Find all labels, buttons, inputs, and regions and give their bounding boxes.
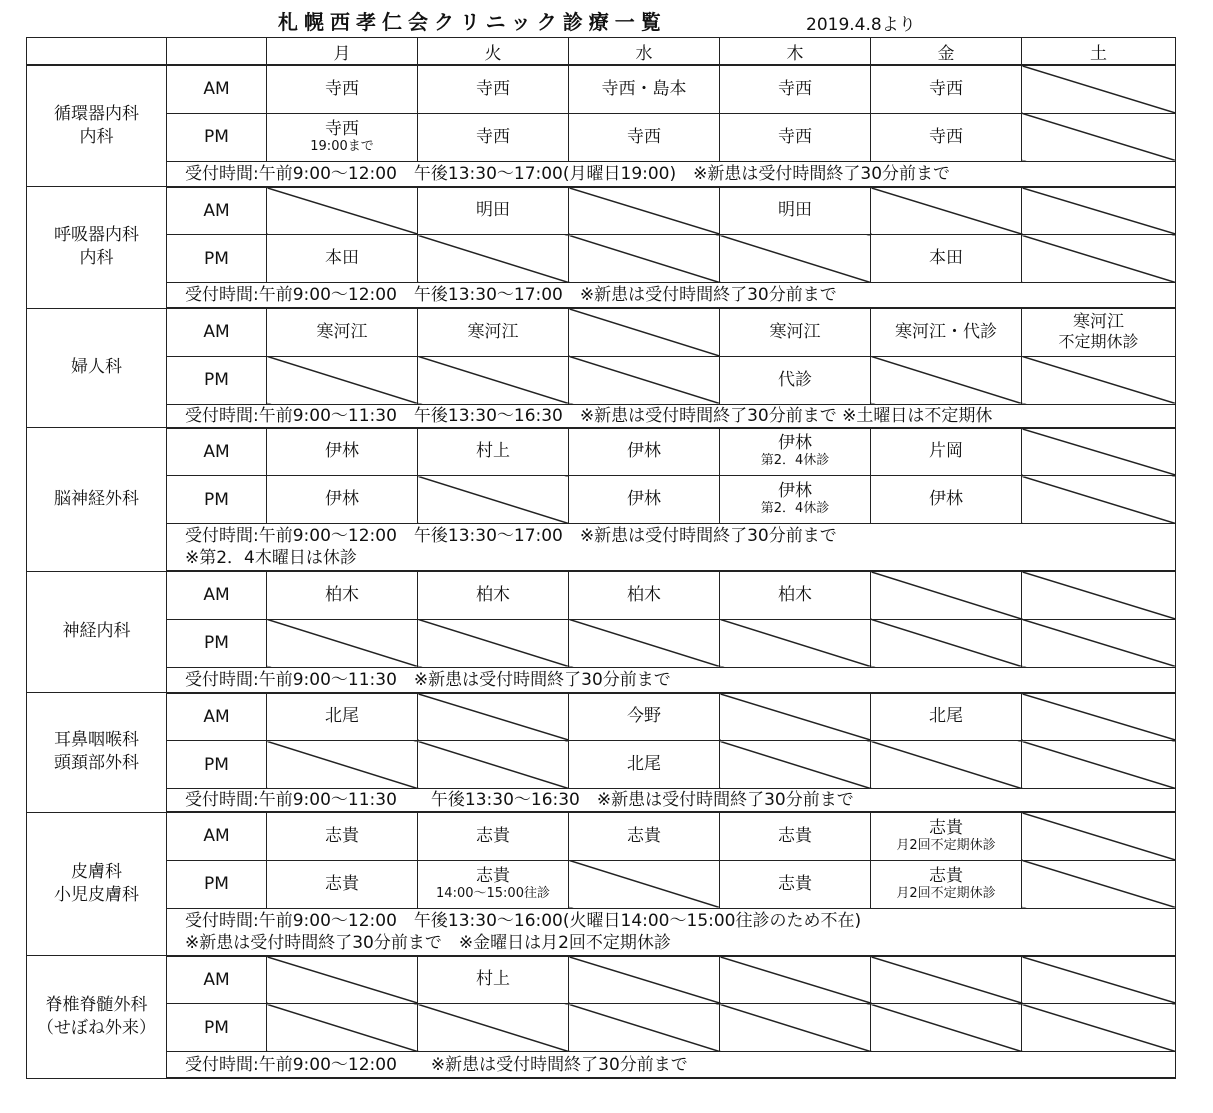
no-clinic-cell (1022, 235, 1176, 283)
no-clinic-cell (569, 1004, 720, 1052)
doctor-cell (871, 308, 1022, 356)
am-label: AM (167, 65, 267, 113)
doctor-cell (418, 571, 569, 619)
no-clinic-cell (569, 356, 720, 404)
doctor-cell (871, 235, 1022, 283)
doctor-name: 志貴 (476, 865, 510, 886)
doctor-cell (418, 860, 569, 908)
reception-hours (167, 1052, 1176, 1079)
doctor-note: 第2．4休診 (760, 501, 830, 516)
doctor-name: 村上 (476, 441, 510, 462)
no-clinic-cell (267, 187, 418, 235)
department-name (27, 693, 167, 813)
no-clinic-cell (871, 956, 1022, 1004)
am-label: AM (167, 308, 267, 356)
doctor-name: 寒河江 (467, 321, 519, 342)
effective-date: 2019.4.8より (806, 15, 916, 35)
schedule-row-am (27, 428, 1176, 476)
pm-label: PM (167, 860, 267, 908)
page-title: 札幌西孝仁会クリニック診療一覧 (278, 10, 667, 34)
no-clinic-cell (871, 356, 1022, 404)
doctor-name: 明田 (476, 200, 510, 221)
no-clinic-cell (569, 619, 720, 667)
schedule-row-am (27, 571, 1176, 619)
doctor-name: 志貴 (627, 825, 661, 846)
doctor-name: 伊林 (325, 489, 359, 509)
doctor-name: 北尾 (325, 706, 359, 727)
doctor-cell (569, 476, 720, 524)
department-name (27, 65, 167, 187)
no-clinic-cell (1022, 356, 1176, 404)
schedule-row-am (27, 187, 1176, 235)
no-clinic-cell (267, 356, 418, 404)
doctor-cell (871, 860, 1022, 908)
doctor-cell (418, 65, 569, 113)
day-header: 水 (569, 38, 720, 66)
doctor-cell (569, 812, 720, 860)
no-clinic-cell (267, 1004, 418, 1052)
doctor-name: 伊林 (929, 489, 963, 509)
reception-hours (167, 524, 1176, 572)
department-name-line: 循環器内科 (54, 104, 139, 124)
pm-label: PM (167, 235, 267, 283)
corner-cell (27, 38, 167, 66)
doctor-name: 代診 (778, 369, 812, 390)
doctor-cell (720, 113, 871, 161)
am-label: AM (167, 812, 267, 860)
hours-row (27, 404, 1176, 428)
schedule-body (27, 65, 1176, 1078)
department-name-line: 内科 (79, 248, 114, 269)
reception-hours-line: 受付時間:午前9:00～12:00 午後13:30～17:00 ※新患は受付時間終了30分前まで (185, 526, 837, 546)
reception-hours (167, 908, 1176, 956)
schedule-row-am (27, 308, 1176, 356)
doctor-name: 寺西・島本 (601, 78, 687, 99)
doctor-cell (569, 571, 720, 619)
doctor-name: 本田 (325, 248, 359, 268)
doctor-note: 不定期休診 (1058, 332, 1139, 352)
doctor-name: 片岡 (929, 441, 963, 462)
reception-hours (167, 404, 1176, 428)
schedule-row-pm (27, 619, 1176, 667)
day-header: 土 (1022, 38, 1176, 66)
doctor-cell (418, 187, 569, 235)
schedule-row-pm (27, 356, 1176, 404)
doctor-cell (720, 356, 871, 404)
doctor-name: 寒河江・代診 (895, 321, 997, 342)
doctor-name: 志貴 (476, 825, 510, 846)
pm-label: PM (167, 619, 267, 667)
doctor-name: 寒河江 (1073, 312, 1124, 333)
doctor-note: 月2回不定期休診 (896, 837, 996, 853)
no-clinic-cell (1022, 187, 1176, 235)
hours-row (27, 524, 1176, 572)
doctor-name: 伊林 (627, 441, 661, 462)
header-row (27, 38, 1176, 66)
doctor-name: 寺西 (476, 126, 510, 147)
no-clinic-cell (418, 476, 569, 524)
doctor-cell (569, 693, 720, 741)
department-name (27, 812, 167, 956)
no-clinic-cell (1022, 956, 1176, 1004)
day-header: 金 (871, 38, 1022, 66)
doctor-cell (720, 476, 871, 524)
no-clinic-cell (418, 356, 569, 404)
department-name (27, 956, 167, 1079)
doctor-cell (267, 693, 418, 741)
no-clinic-cell (267, 741, 418, 789)
no-clinic-cell (569, 956, 720, 1004)
doctor-cell (871, 812, 1022, 860)
doctor-cell (267, 235, 418, 283)
hours-row (27, 283, 1176, 309)
no-clinic-cell (1022, 113, 1176, 161)
reception-hours-line: 受付時間:午前9:00～11:30 午後13:30～16:30 ※新患は受付時間終了30分前まで (185, 790, 854, 810)
no-clinic-cell (871, 1004, 1022, 1052)
no-clinic-cell (1022, 1004, 1176, 1052)
schedule-table (26, 37, 1176, 1079)
am-label: AM (167, 693, 267, 741)
no-clinic-cell (418, 235, 569, 283)
doctor-name: 志貴 (929, 865, 963, 886)
doctor-name: 寺西 (476, 78, 510, 99)
no-clinic-cell (1022, 476, 1176, 524)
hours-row (27, 161, 1176, 187)
doctor-cell (720, 65, 871, 113)
doctor-name: 寺西 (325, 78, 359, 99)
no-clinic-cell (569, 860, 720, 908)
department-name-line: 皮膚科 (71, 861, 122, 882)
no-clinic-cell (418, 741, 569, 789)
hours-row (27, 908, 1176, 956)
department-name-line: （せぼね外来） (37, 1017, 156, 1038)
pm-label: PM (167, 1004, 267, 1052)
department-name (27, 187, 167, 309)
pm-label: PM (167, 741, 267, 789)
doctor-cell (569, 741, 720, 789)
doctor-cell (871, 428, 1022, 476)
doctor-name: 寺西 (929, 126, 963, 147)
doctor-cell (720, 428, 871, 476)
doctor-cell (871, 113, 1022, 161)
doctor-name: 柏木 (627, 584, 661, 605)
doctor-cell (267, 812, 418, 860)
doctor-cell (418, 812, 569, 860)
doctor-name: 明田 (778, 200, 812, 221)
no-clinic-cell (871, 187, 1022, 235)
doctor-note: 第2．4休診 (760, 453, 830, 469)
no-clinic-cell (720, 235, 871, 283)
no-clinic-cell (871, 619, 1022, 667)
department-name-line: 内科 (79, 127, 114, 147)
no-clinic-cell (569, 308, 720, 356)
doctor-cell (720, 812, 871, 860)
doctor-name: 伊林 (778, 481, 812, 501)
no-clinic-cell (267, 956, 418, 1004)
doctor-name: 柏木 (476, 584, 510, 605)
doctor-name: 伊林 (325, 441, 359, 462)
doctor-name: 北尾 (929, 706, 963, 727)
department-name (27, 308, 167, 428)
doctor-name: 柏木 (778, 584, 812, 605)
schedule-row-am (27, 693, 1176, 741)
no-clinic-cell (871, 571, 1022, 619)
doctor-cell (418, 956, 569, 1004)
doctor-note: 19:00まで (310, 138, 374, 154)
hours-row (27, 789, 1176, 813)
doctor-cell (569, 65, 720, 113)
reception-hours-line: ※第2．4木曜日は休診 (185, 548, 357, 568)
schedule-row-pm (27, 860, 1176, 908)
doctor-name: 寒河江 (316, 321, 368, 342)
no-clinic-cell (1022, 812, 1176, 860)
doctor-name: 志貴 (778, 825, 812, 846)
pm-label: PM (167, 356, 267, 404)
no-clinic-cell (1022, 571, 1176, 619)
department-name-line: 脊椎脊髄外科 (45, 994, 148, 1015)
no-clinic-cell (720, 741, 871, 789)
department-name-line: 頭頚部外科 (54, 753, 139, 774)
half-header-cell (167, 38, 267, 66)
pm-label: PM (167, 476, 267, 524)
doctor-cell (569, 428, 720, 476)
department-name-line: 脳神経外科 (54, 488, 139, 509)
no-clinic-cell (418, 619, 569, 667)
no-clinic-cell (1022, 693, 1176, 741)
doctor-name: 寺西 (627, 126, 661, 147)
doctor-cell (267, 571, 418, 619)
no-clinic-cell (720, 1004, 871, 1052)
department-name-line: 呼吸器内科 (54, 225, 139, 246)
day-header: 火 (418, 38, 569, 66)
doctor-cell (418, 308, 569, 356)
schedule-row-pm (27, 476, 1176, 524)
reception-hours-line: ※新患は受付時間終了30分前まで ※金曜日は月2回不定期休診 (185, 932, 671, 953)
day-header: 木 (720, 38, 871, 66)
schedule-row-pm (27, 113, 1176, 161)
reception-hours-line: 受付時間:午前9:00～12:00 午後13:30～17:00(月曜日19:00) ※新患は受付時間終了30分前まで (185, 163, 951, 184)
doctor-cell (720, 187, 871, 235)
hours-row (27, 1052, 1176, 1079)
doctor-name: 今野 (627, 706, 661, 727)
doctor-name: 寺西 (325, 118, 359, 139)
schedule-row-pm (27, 235, 1176, 283)
doctor-name: 寒河江 (769, 321, 821, 342)
schedule-row-am (27, 65, 1176, 113)
doctor-name: 志貴 (325, 825, 359, 846)
doctor-cell (871, 476, 1022, 524)
doctor-note: 月2回不定期休診 (896, 885, 996, 901)
doctor-name: 志貴 (778, 873, 812, 894)
doctor-name: 本田 (929, 248, 963, 268)
no-clinic-cell (1022, 619, 1176, 667)
doctor-name: 柏木 (325, 584, 359, 605)
reception-hours (167, 789, 1176, 813)
reception-hours-line: 受付時間:午前9:00～12:00 午後13:30～17:00 ※新患は受付時間終了30分前まで (185, 285, 837, 305)
doctor-cell (418, 428, 569, 476)
no-clinic-cell (418, 1004, 569, 1052)
schedule-row-am (27, 812, 1176, 860)
am-label: AM (167, 956, 267, 1004)
doctor-cell (267, 113, 418, 161)
doctor-cell (1022, 308, 1176, 356)
no-clinic-cell (720, 693, 871, 741)
schedule-row-pm (27, 1004, 1176, 1052)
reception-hours (167, 667, 1176, 693)
department-name-line: 小児皮膚科 (54, 884, 139, 905)
doctor-cell (267, 860, 418, 908)
am-label: AM (167, 428, 267, 476)
doctor-name: 寺西 (929, 78, 963, 99)
schedule-row-pm (27, 741, 1176, 789)
doctor-cell (418, 113, 569, 161)
no-clinic-cell (569, 187, 720, 235)
no-clinic-cell (720, 956, 871, 1004)
reception-hours-line: 受付時間:午前9:00～12:00 午後13:30～16:00(火曜日14:00～15:00往診のため不在) (185, 910, 862, 931)
no-clinic-cell (1022, 428, 1176, 476)
doctor-cell (720, 571, 871, 619)
doctor-cell (871, 693, 1022, 741)
hours-row (27, 667, 1176, 693)
doctor-name: 北尾 (627, 754, 661, 774)
doctor-name: 志貴 (325, 873, 359, 894)
doctor-name: 寺西 (778, 126, 812, 147)
department-name-line: 耳鼻咽喉科 (54, 730, 139, 751)
doctor-name: 村上 (476, 969, 510, 990)
doctor-cell (267, 428, 418, 476)
no-clinic-cell (569, 235, 720, 283)
no-clinic-cell (267, 619, 418, 667)
reception-hours-line: 受付時間:午前9:00～12:00 ※新患は受付時間終了30分前まで (185, 1054, 688, 1075)
schedule-row-am (27, 956, 1176, 1004)
am-label: AM (167, 187, 267, 235)
no-clinic-cell (1022, 65, 1176, 113)
doctor-cell (569, 113, 720, 161)
no-clinic-cell (871, 741, 1022, 789)
doctor-cell (871, 65, 1022, 113)
day-header: 月 (267, 38, 418, 66)
doctor-cell (267, 308, 418, 356)
reception-hours-line: 受付時間:午前9:00～11:30 午後13:30～16:30 ※新患は受付時間終了30分前まで ※土曜日は不定期休 (185, 405, 993, 426)
am-label: AM (167, 571, 267, 619)
doctor-name: 伊林 (778, 433, 812, 454)
no-clinic-cell (418, 693, 569, 741)
doctor-name: 志貴 (929, 817, 963, 838)
department-name-line: 神経内科 (62, 621, 131, 642)
doctor-cell (267, 65, 418, 113)
doctor-cell (720, 860, 871, 908)
department-name (27, 571, 167, 693)
doctor-cell (267, 476, 418, 524)
doctor-name: 伊林 (627, 489, 661, 509)
no-clinic-cell (1022, 860, 1176, 908)
reception-hours-line: 受付時間:午前9:00～11:30 ※新患は受付時間終了30分前まで (185, 669, 671, 690)
department-name (27, 428, 167, 572)
doctor-cell (720, 308, 871, 356)
reception-hours (167, 283, 1176, 309)
pm-label: PM (167, 113, 267, 161)
doctor-name: 寺西 (778, 78, 812, 99)
reception-hours (167, 161, 1176, 187)
department-name-line: 婦人科 (71, 357, 122, 378)
no-clinic-cell (1022, 741, 1176, 789)
no-clinic-cell (720, 619, 871, 667)
doctor-note: 14:00～15:00往診 (436, 885, 550, 901)
